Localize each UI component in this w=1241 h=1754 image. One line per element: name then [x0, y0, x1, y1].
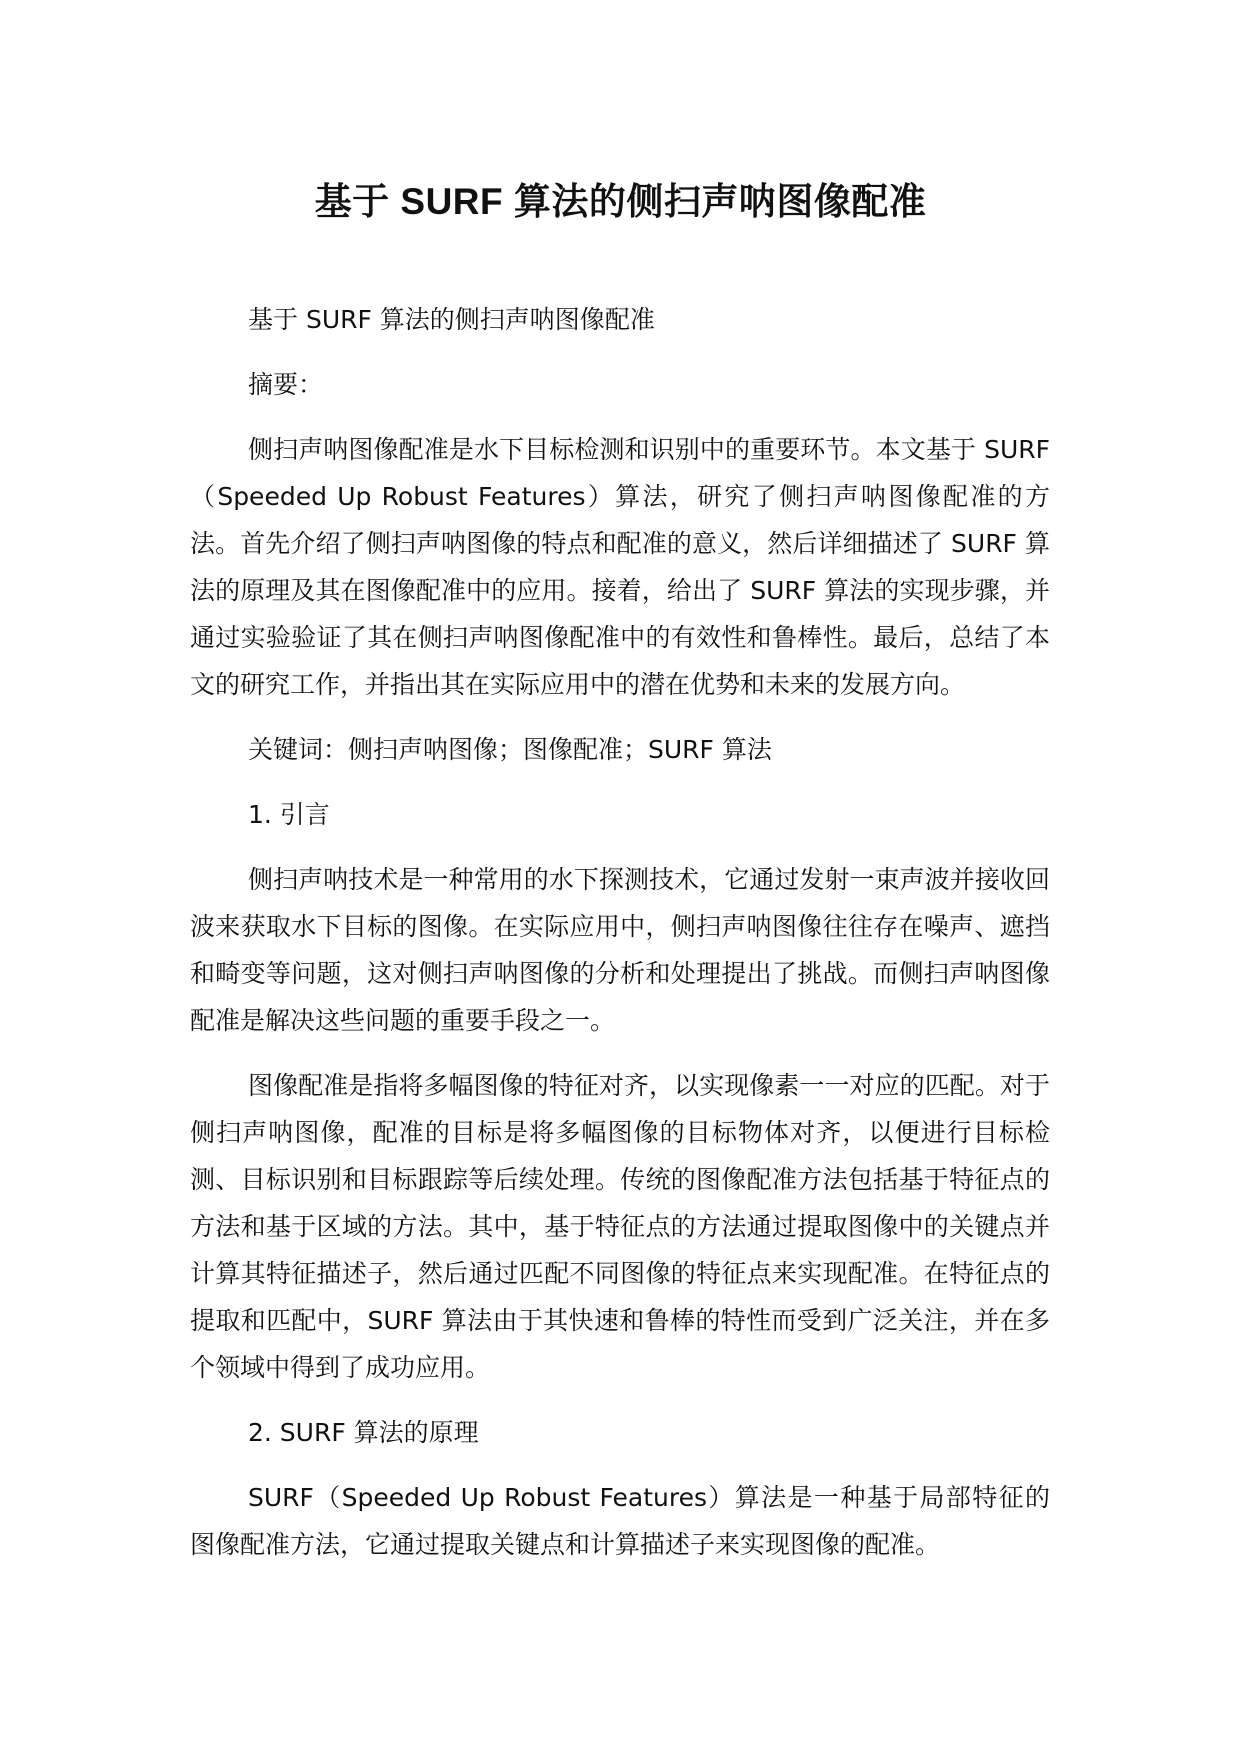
document-body: [190, 296, 1050, 1586]
section-heading-introduction: 1. 引言: [248, 800, 330, 829]
abstract-paragraph: 侧扫声呐图像配准是水下目标检测和识别中的重要环节。本文基于 SURF（Speeded Up Robust Features）算法，研究了侧扫声呐图像配准的方法。首先介绍了侧扫声呐图像的特点和配准的意义，然后详细描述了 SURF 算法的原理及其在图像配准中的应用。接着，给出了 SURF 算法的实现步骤，并通过实验验证了其在侧扫声呐图像配准中的有效性和鲁棒性。最后，总结了本文的研究工作，并指出其在实际应用中的潜在优势和未来的发展方向。: [190, 435, 1050, 699]
surf-principle-paragraph: SURF（Speeded Up Robust Features）算法是一种基于局部特征的图像配准方法，它通过提取关键点和计算描述子来实现图像的配准。: [190, 1483, 1050, 1559]
intro-paragraph-2: 图像配准是指将多幅图像的特征对齐，以实现像素一一对应的匹配。对于侧扫声呐图像，配准的目标是将多幅图像的目标物体对齐，以便进行目标检测、目标识别和目标跟踪等后续处理。传统的图像配准方法包括基于特征点的方法和基于区域的方法。其中，基于特征点的方法通过提取图像中的关键点并计算其特征描述子，然后通过匹配不同图像的特征点来实现配准。在特征点的提取和匹配中，SURF 算法由于其快速和鲁棒的特性而受到广泛关注，并在多个领域中得到了成功应用。: [190, 1071, 1050, 1382]
keywords-paragraph: 关键词：侧扫声呐图像；图像配准；SURF 算法: [248, 735, 772, 764]
intro-paragraph-1: 侧扫声呐技术是一种常用的水下探测技术，它通过发射一束声波并接收回波来获取水下目标的图像。在实际应用中，侧扫声呐图像往往存在噪声、遮挡和畸变等问题，这对侧扫声呐图像的分析和处理提出了挑战。而侧扫声呐图像配准是解决这些问题的重要手段之一。: [190, 865, 1050, 1035]
section-heading-surf-principle: 2. SURF 算法的原理: [248, 1418, 479, 1447]
subtitle-paragraph: 基于 SURF 算法的侧扫声呐图像配准: [248, 305, 655, 334]
abstract-heading: 摘要：: [248, 370, 324, 399]
document-title: 基于 SURF 算法的侧扫声呐图像配准: [314, 181, 927, 222]
